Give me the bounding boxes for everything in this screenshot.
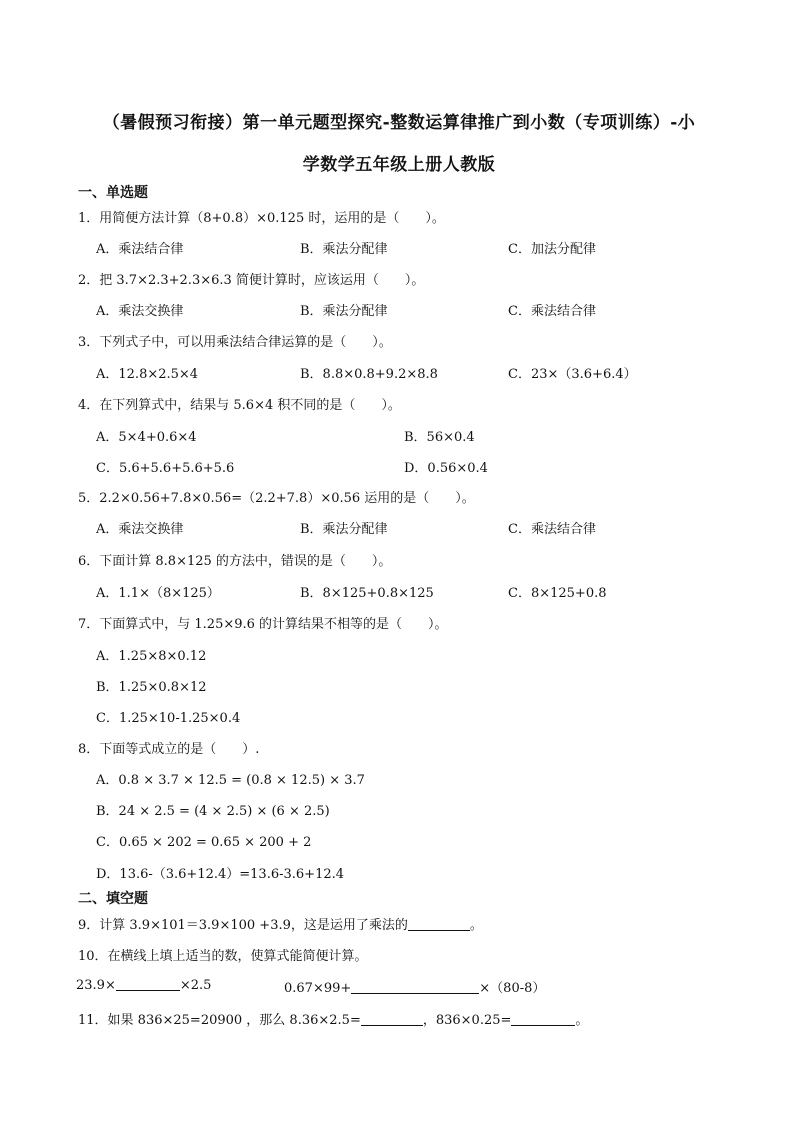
question-8-option-d[interactable]: D．13.6-（3.6+12.4）=13.6-3.6+12.4: [96, 867, 345, 882]
question-1-option-c[interactable]: C．加法分配律: [508, 242, 596, 257]
question-10-stem: 10．在横线上填上适当的数，使算式能简便计算。: [78, 949, 368, 964]
question-5-stem: 5．2.2×0.56+7.8×0.56=（2.2+7.8）×0.56 运用的是（ ）。: [78, 491, 475, 506]
question-10-part-2: [284, 977, 545, 996]
question-10-part-1-suffix: ×2.5: [179, 978, 212, 993]
question-4-stem: 4．在下列算式中，结果与 5.6×4 积不同的是（ ）。: [78, 398, 401, 413]
question-11: [78, 1009, 588, 1028]
question-6-option-b[interactable]: B．8×125+0.8×125: [300, 586, 434, 601]
question-7-option-c[interactable]: C．1.25×10-1.25×0.4: [96, 711, 241, 726]
question-8-option-b[interactable]: B．24 × 2.5 = (4 × 2.5) × (6 × 2.5): [96, 804, 330, 819]
question-7-option-b[interactable]: B．1.25×0.8×12: [96, 680, 207, 695]
question-10-part-1-prefix: 23.9×: [76, 978, 116, 993]
question-3-stem: 3．下列式子中，可以用乘法结合律运算的是（ ）。: [78, 335, 392, 350]
question-10-part-2-suffix: ×（80-8）: [479, 981, 546, 996]
question-10-part-1-blank[interactable]: [116, 977, 180, 991]
question-3-option-c[interactable]: C．23×（3.6+6.4）: [508, 367, 637, 382]
question-9: [78, 914, 483, 933]
question-3-option-b[interactable]: B．8.8×0.8+9.2×8.8: [300, 367, 438, 382]
question-1-stem: 1．用简便方法计算（8+0.8）×0.125 时，运用的是（ ）。: [78, 211, 445, 226]
question-4-option-b[interactable]: B．56×0.4: [404, 430, 475, 445]
question-4-option-d[interactable]: D．0.56×0.4: [404, 461, 488, 476]
question-11-text: 11．如果 836×25=20900 ，那么 8.36×2.5=: [78, 1013, 361, 1028]
question-5-option-b[interactable]: B．乘法分配律: [300, 522, 388, 537]
question-6-option-a[interactable]: A．1.1×（8×125）: [96, 586, 220, 601]
question-9-text: 9．计算 3.9×101＝3.9×100 +3.9，这是运用了乘法的: [78, 918, 408, 933]
question-6-stem: 6．下面计算 8.8×125 的方法中，错误的是（ ）。: [78, 554, 392, 569]
question-11-middle: ，836×0.25=: [422, 1013, 512, 1028]
question-2-option-c[interactable]: C．乘法结合律: [508, 304, 596, 319]
question-9-answer-blank[interactable]: [408, 917, 470, 931]
question-10-part-2-prefix: 0.67×99+: [284, 981, 352, 996]
question-6-option-c[interactable]: C．8×125+0.8: [508, 586, 607, 601]
page-title-line-2: 学数学五年级上册人教版: [302, 155, 496, 175]
section-heading-fill-in: 二、填空题: [78, 891, 148, 907]
section-heading-single-choice: 一、单选题: [78, 185, 148, 201]
question-1-option-b[interactable]: B．乘法分配律: [300, 242, 388, 257]
question-5-option-c[interactable]: C．乘法结合律: [508, 522, 596, 537]
question-9-end: 。: [469, 918, 483, 933]
question-2-option-b[interactable]: B．乘法分配律: [300, 304, 388, 319]
question-8-stem: 8．下面等式成立的是（ ）.: [78, 742, 260, 757]
question-8-option-a[interactable]: A．0.8 × 3.7 × 12.5 = (0.8 × 12.5) × 3.7: [96, 773, 365, 788]
question-8-option-c[interactable]: C．0.65 × 202 = 0.65 × 200 + 2: [96, 835, 312, 850]
question-2-stem: 2．把 3.7×2.3+2.3×6.3 简便计算时，应该运用（ ）。: [78, 273, 425, 288]
question-2-option-a[interactable]: A．乘法交换律: [96, 304, 184, 319]
question-7-stem: 7．下面算式中，与 1.25×9.6 的计算结果不相等的是（ ）。: [78, 617, 448, 632]
question-10-part-1: [76, 977, 211, 993]
question-4-option-c[interactable]: C．5.6+5.6+5.6+5.6: [96, 461, 235, 476]
question-4-option-a[interactable]: A．5×4+0.6×4: [96, 430, 197, 445]
page-title-line-1: （暑假预习衔接）第一单元题型探究-整数运算律推广到小数（专项训练）-小: [102, 113, 696, 133]
question-1-option-a[interactable]: A．乘法结合律: [96, 242, 184, 257]
question-10-part-2-blank[interactable]: [351, 980, 479, 994]
question-11-blank-2[interactable]: [511, 1012, 575, 1026]
question-11-blank-1[interactable]: [361, 1012, 423, 1026]
question-7-option-a[interactable]: A．1.25×8×0.12: [96, 649, 207, 664]
question-11-end: 。: [575, 1013, 589, 1028]
question-5-option-a[interactable]: A．乘法交换律: [96, 522, 184, 537]
question-3-option-a[interactable]: A．12.8×2.5×4: [96, 367, 199, 382]
